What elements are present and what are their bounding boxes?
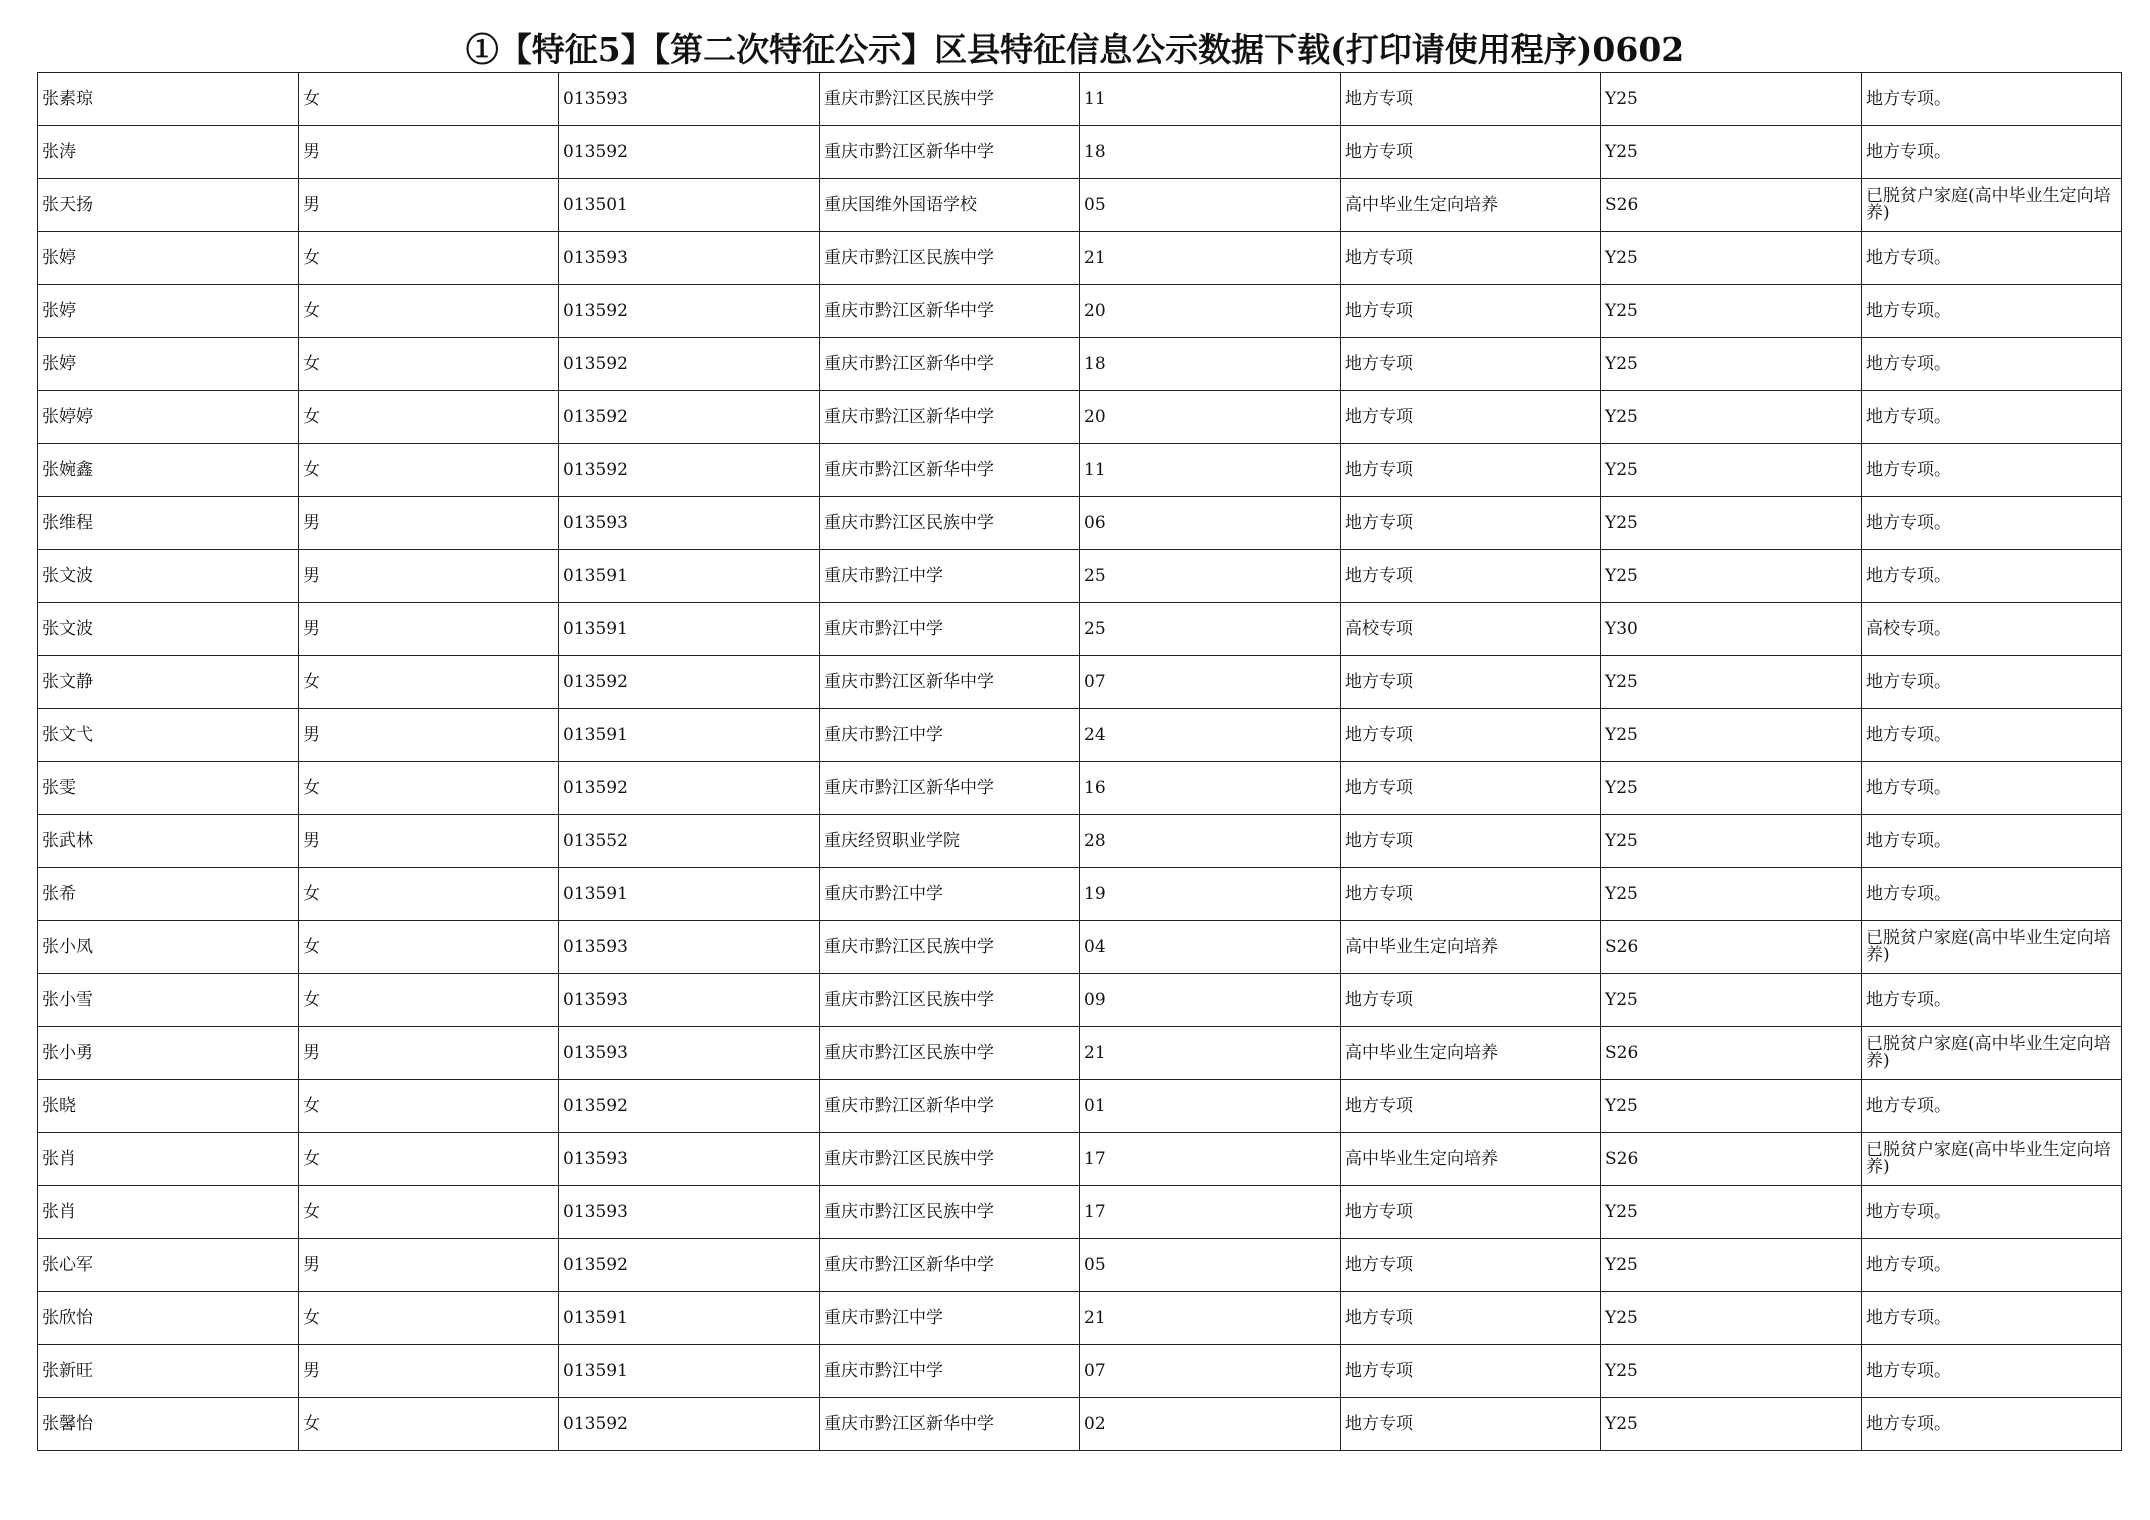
class-cell: 02 xyxy=(1080,1398,1341,1451)
code-cell: 013592 xyxy=(559,126,820,179)
remark-cell: 地方专项。 xyxy=(1862,497,2122,550)
table-row xyxy=(38,1133,2122,1186)
code-cell: 013591 xyxy=(559,550,820,603)
class-cell: 19 xyxy=(1080,868,1341,921)
remark-cell: 地方专项。 xyxy=(1862,1345,2122,1398)
name-cell: 张涛 xyxy=(38,126,299,179)
type-code-cell: Y25 xyxy=(1601,1345,1862,1398)
school-cell: 重庆市黔江区新华中学 xyxy=(820,762,1080,815)
category-cell: 地方专项 xyxy=(1341,868,1601,921)
name-cell: 张文波 xyxy=(38,603,299,656)
category-cell: 高中毕业生定向培养 xyxy=(1341,1027,1601,1080)
class-cell: 17 xyxy=(1080,1186,1341,1239)
class-cell: 04 xyxy=(1080,921,1341,974)
name-cell: 张婷 xyxy=(38,338,299,391)
gender-cell: 男 xyxy=(299,179,559,232)
type-code-cell: Y25 xyxy=(1601,974,1862,1027)
name-cell: 张婷 xyxy=(38,232,299,285)
code-cell: 013592 xyxy=(559,1080,820,1133)
gender-cell: 女 xyxy=(299,868,559,921)
school-cell: 重庆市黔江区民族中学 xyxy=(820,921,1080,974)
type-code-cell: Y30 xyxy=(1601,603,1862,656)
code-cell: 013592 xyxy=(559,1239,820,1292)
code-cell: 013593 xyxy=(559,232,820,285)
remark-cell: 地方专项。 xyxy=(1862,1080,2122,1133)
class-cell: 11 xyxy=(1080,73,1341,126)
name-cell: 张小雪 xyxy=(38,974,299,1027)
table-row xyxy=(38,285,2122,338)
table-row xyxy=(38,73,2122,126)
remark-cell: 高校专项。 xyxy=(1862,603,2122,656)
code-cell: 013592 xyxy=(559,391,820,444)
table-row xyxy=(38,709,2122,762)
type-code-cell: Y25 xyxy=(1601,1292,1862,1345)
remark-cell: 地方专项。 xyxy=(1862,126,2122,179)
remark-cell: 地方专项。 xyxy=(1862,73,2122,126)
remark-cell: 地方专项。 xyxy=(1862,232,2122,285)
gender-cell: 男 xyxy=(299,126,559,179)
category-cell: 高中毕业生定向培养 xyxy=(1341,179,1601,232)
table-row xyxy=(38,1292,2122,1345)
name-cell: 张文静 xyxy=(38,656,299,709)
class-cell: 28 xyxy=(1080,815,1341,868)
code-cell: 013593 xyxy=(559,921,820,974)
table-row xyxy=(38,1398,2122,1451)
name-cell: 张文波 xyxy=(38,550,299,603)
table-row xyxy=(38,921,2122,974)
name-cell: 张婷 xyxy=(38,285,299,338)
table-row xyxy=(38,338,2122,391)
school-cell: 重庆市黔江区新华中学 xyxy=(820,444,1080,497)
remark-cell: 地方专项。 xyxy=(1862,550,2122,603)
category-cell: 高中毕业生定向培养 xyxy=(1341,921,1601,974)
gender-cell: 男 xyxy=(299,709,559,762)
type-code-cell: Y25 xyxy=(1601,73,1862,126)
remark-cell: 已脱贫户家庭(高中毕业生定向培养) xyxy=(1862,921,2122,974)
gender-cell: 女 xyxy=(299,656,559,709)
class-cell: 24 xyxy=(1080,709,1341,762)
type-code-cell: S26 xyxy=(1601,179,1862,232)
school-cell: 重庆市黔江区新华中学 xyxy=(820,1398,1080,1451)
class-cell: 05 xyxy=(1080,179,1341,232)
type-code-cell: Y25 xyxy=(1601,868,1862,921)
name-cell: 张小勇 xyxy=(38,1027,299,1080)
code-cell: 013593 xyxy=(559,73,820,126)
class-cell: 18 xyxy=(1080,126,1341,179)
category-cell: 地方专项 xyxy=(1341,762,1601,815)
gender-cell: 女 xyxy=(299,1292,559,1345)
name-cell: 张天扬 xyxy=(38,179,299,232)
table-row xyxy=(38,762,2122,815)
code-cell: 013552 xyxy=(559,815,820,868)
name-cell: 张肖 xyxy=(38,1133,299,1186)
name-cell: 张心军 xyxy=(38,1239,299,1292)
table-row xyxy=(38,1345,2122,1398)
code-cell: 013593 xyxy=(559,1186,820,1239)
gender-cell: 女 xyxy=(299,762,559,815)
category-cell: 地方专项 xyxy=(1341,1186,1601,1239)
gender-cell: 男 xyxy=(299,603,559,656)
name-cell: 张婉鑫 xyxy=(38,444,299,497)
table-row xyxy=(38,444,2122,497)
type-code-cell: Y25 xyxy=(1601,232,1862,285)
gender-cell: 男 xyxy=(299,815,559,868)
gender-cell: 女 xyxy=(299,73,559,126)
category-cell: 地方专项 xyxy=(1341,656,1601,709)
class-cell: 21 xyxy=(1080,1027,1341,1080)
table-row xyxy=(38,868,2122,921)
name-cell: 张文弋 xyxy=(38,709,299,762)
name-cell: 张希 xyxy=(38,868,299,921)
remark-cell: 地方专项。 xyxy=(1862,391,2122,444)
type-code-cell: Y25 xyxy=(1601,338,1862,391)
gender-cell: 女 xyxy=(299,391,559,444)
code-cell: 013591 xyxy=(559,709,820,762)
name-cell: 张肖 xyxy=(38,1186,299,1239)
gender-cell: 女 xyxy=(299,921,559,974)
table-row xyxy=(38,974,2122,1027)
category-cell: 地方专项 xyxy=(1341,497,1601,550)
category-cell: 地方专项 xyxy=(1341,1080,1601,1133)
type-code-cell: Y25 xyxy=(1601,1398,1862,1451)
table-row xyxy=(38,1186,2122,1239)
category-cell: 地方专项 xyxy=(1341,126,1601,179)
class-cell: 06 xyxy=(1080,497,1341,550)
code-cell: 013591 xyxy=(559,1345,820,1398)
name-cell: 张新旺 xyxy=(38,1345,299,1398)
remark-cell: 地方专项。 xyxy=(1862,974,2122,1027)
class-cell: 21 xyxy=(1080,1292,1341,1345)
gender-cell: 男 xyxy=(299,1027,559,1080)
remark-cell: 地方专项。 xyxy=(1862,868,2122,921)
school-cell: 重庆市黔江区新华中学 xyxy=(820,126,1080,179)
school-cell: 重庆市黔江区民族中学 xyxy=(820,73,1080,126)
gender-cell: 女 xyxy=(299,338,559,391)
gender-cell: 女 xyxy=(299,974,559,1027)
document-title: ①【特征5】【第二次特征公示】区县特征信息公示数据下载(打印请使用程序)0602 xyxy=(465,30,1685,69)
school-cell: 重庆经贸职业学院 xyxy=(820,815,1080,868)
type-code-cell: Y25 xyxy=(1601,497,1862,550)
code-cell: 013592 xyxy=(559,285,820,338)
table-row xyxy=(38,1239,2122,1292)
gender-cell: 女 xyxy=(299,1080,559,1133)
code-cell: 013592 xyxy=(559,338,820,391)
code-cell: 013593 xyxy=(559,1133,820,1186)
code-cell: 013593 xyxy=(559,974,820,1027)
table-row xyxy=(38,126,2122,179)
type-code-cell: Y25 xyxy=(1601,762,1862,815)
remark-cell: 地方专项。 xyxy=(1862,1398,2122,1451)
remark-cell: 已脱贫户家庭(高中毕业生定向培养) xyxy=(1862,1027,2122,1080)
class-cell: 20 xyxy=(1080,285,1341,338)
type-code-cell: Y25 xyxy=(1601,1080,1862,1133)
code-cell: 013591 xyxy=(559,868,820,921)
school-cell: 重庆市黔江区新华中学 xyxy=(820,1239,1080,1292)
remark-cell: 已脱贫户家庭(高中毕业生定向培养) xyxy=(1862,179,2122,232)
remark-cell: 地方专项。 xyxy=(1862,656,2122,709)
category-cell: 地方专项 xyxy=(1341,444,1601,497)
gender-cell: 女 xyxy=(299,232,559,285)
table-row xyxy=(38,603,2122,656)
gender-cell: 男 xyxy=(299,1345,559,1398)
category-cell: 地方专项 xyxy=(1341,1239,1601,1292)
school-cell: 重庆市黔江区民族中学 xyxy=(820,974,1080,1027)
school-cell: 重庆市黔江中学 xyxy=(820,868,1080,921)
school-cell: 重庆市黔江区民族中学 xyxy=(820,232,1080,285)
school-cell: 重庆市黔江中学 xyxy=(820,550,1080,603)
school-cell: 重庆市黔江区新华中学 xyxy=(820,391,1080,444)
category-cell: 地方专项 xyxy=(1341,815,1601,868)
name-cell: 张婷婷 xyxy=(38,391,299,444)
class-cell: 11 xyxy=(1080,444,1341,497)
school-cell: 重庆市黔江区新华中学 xyxy=(820,285,1080,338)
school-cell: 重庆市黔江中学 xyxy=(820,709,1080,762)
type-code-cell: Y25 xyxy=(1601,656,1862,709)
remark-cell: 地方专项。 xyxy=(1862,1292,2122,1345)
remark-cell: 地方专项。 xyxy=(1862,815,2122,868)
school-cell: 重庆市黔江区新华中学 xyxy=(820,656,1080,709)
class-cell: 07 xyxy=(1080,1345,1341,1398)
category-cell: 地方专项 xyxy=(1341,550,1601,603)
gender-cell: 女 xyxy=(299,444,559,497)
class-cell: 21 xyxy=(1080,232,1341,285)
school-cell: 重庆市黔江区民族中学 xyxy=(820,497,1080,550)
category-cell: 地方专项 xyxy=(1341,391,1601,444)
table-row xyxy=(38,815,2122,868)
remark-cell: 地方专项。 xyxy=(1862,1186,2122,1239)
type-code-cell: Y25 xyxy=(1601,1186,1862,1239)
gender-cell: 女 xyxy=(299,1398,559,1451)
class-cell: 25 xyxy=(1080,550,1341,603)
table-row xyxy=(38,179,2122,232)
category-cell: 地方专项 xyxy=(1341,1398,1601,1451)
gender-cell: 女 xyxy=(299,1186,559,1239)
school-cell: 重庆市黔江区民族中学 xyxy=(820,1186,1080,1239)
table-row xyxy=(38,656,2122,709)
name-cell: 张雯 xyxy=(38,762,299,815)
code-cell: 013593 xyxy=(559,497,820,550)
name-cell: 张维程 xyxy=(38,497,299,550)
class-cell: 25 xyxy=(1080,603,1341,656)
class-cell: 01 xyxy=(1080,1080,1341,1133)
category-cell: 地方专项 xyxy=(1341,1292,1601,1345)
code-cell: 013501 xyxy=(559,179,820,232)
code-cell: 013592 xyxy=(559,444,820,497)
code-cell: 013592 xyxy=(559,656,820,709)
school-cell: 重庆国维外国语学校 xyxy=(820,179,1080,232)
type-code-cell: Y25 xyxy=(1601,285,1862,338)
school-cell: 重庆市黔江区新华中学 xyxy=(820,1080,1080,1133)
table-row xyxy=(38,391,2122,444)
type-code-cell: Y25 xyxy=(1601,1239,1862,1292)
category-cell: 高中毕业生定向培养 xyxy=(1341,1133,1601,1186)
type-code-cell: Y25 xyxy=(1601,550,1862,603)
data-table xyxy=(37,72,2122,1451)
table-row xyxy=(38,497,2122,550)
category-cell: 地方专项 xyxy=(1341,709,1601,762)
school-cell: 重庆市黔江区民族中学 xyxy=(820,1027,1080,1080)
category-cell: 地方专项 xyxy=(1341,1345,1601,1398)
remark-cell: 地方专项。 xyxy=(1862,285,2122,338)
gender-cell: 男 xyxy=(299,550,559,603)
type-code-cell: Y25 xyxy=(1601,815,1862,868)
category-cell: 地方专项 xyxy=(1341,232,1601,285)
school-cell: 重庆市黔江中学 xyxy=(820,1292,1080,1345)
name-cell: 张素琼 xyxy=(38,73,299,126)
class-cell: 17 xyxy=(1080,1133,1341,1186)
class-cell: 05 xyxy=(1080,1239,1341,1292)
type-code-cell: S26 xyxy=(1601,1027,1862,1080)
type-code-cell: Y25 xyxy=(1601,126,1862,179)
table-body xyxy=(38,73,2122,1451)
school-cell: 重庆市黔江区新华中学 xyxy=(820,338,1080,391)
type-code-cell: S26 xyxy=(1601,921,1862,974)
table-row xyxy=(38,1080,2122,1133)
table-row xyxy=(38,550,2122,603)
school-cell: 重庆市黔江中学 xyxy=(820,1345,1080,1398)
remark-cell: 地方专项。 xyxy=(1862,444,2122,497)
remark-cell: 地方专项。 xyxy=(1862,709,2122,762)
code-cell: 013592 xyxy=(559,762,820,815)
code-cell: 013593 xyxy=(559,1027,820,1080)
name-cell: 张武林 xyxy=(38,815,299,868)
category-cell: 高校专项 xyxy=(1341,603,1601,656)
code-cell: 013592 xyxy=(559,1398,820,1451)
category-cell: 地方专项 xyxy=(1341,974,1601,1027)
category-cell: 地方专项 xyxy=(1341,73,1601,126)
table-row xyxy=(38,232,2122,285)
type-code-cell: Y25 xyxy=(1601,391,1862,444)
name-cell: 张晓 xyxy=(38,1080,299,1133)
gender-cell: 女 xyxy=(299,285,559,338)
category-cell: 地方专项 xyxy=(1341,338,1601,391)
remark-cell: 地方专项。 xyxy=(1862,762,2122,815)
school-cell: 重庆市黔江中学 xyxy=(820,603,1080,656)
type-code-cell: Y25 xyxy=(1601,709,1862,762)
remark-cell: 已脱贫户家庭(高中毕业生定向培养) xyxy=(1862,1133,2122,1186)
remark-cell: 地方专项。 xyxy=(1862,1239,2122,1292)
class-cell: 20 xyxy=(1080,391,1341,444)
gender-cell: 男 xyxy=(299,1239,559,1292)
class-cell: 18 xyxy=(1080,338,1341,391)
school-cell: 重庆市黔江区民族中学 xyxy=(820,1133,1080,1186)
code-cell: 013591 xyxy=(559,603,820,656)
code-cell: 013591 xyxy=(559,1292,820,1345)
table-row xyxy=(38,1027,2122,1080)
gender-cell: 女 xyxy=(299,1133,559,1186)
name-cell: 张小凤 xyxy=(38,921,299,974)
gender-cell: 男 xyxy=(299,497,559,550)
remark-cell: 地方专项。 xyxy=(1862,338,2122,391)
name-cell: 张欣怡 xyxy=(38,1292,299,1345)
class-cell: 16 xyxy=(1080,762,1341,815)
name-cell: 张馨怡 xyxy=(38,1398,299,1451)
type-code-cell: S26 xyxy=(1601,1133,1862,1186)
class-cell: 07 xyxy=(1080,656,1341,709)
class-cell: 09 xyxy=(1080,974,1341,1027)
category-cell: 地方专项 xyxy=(1341,285,1601,338)
type-code-cell: Y25 xyxy=(1601,444,1862,497)
